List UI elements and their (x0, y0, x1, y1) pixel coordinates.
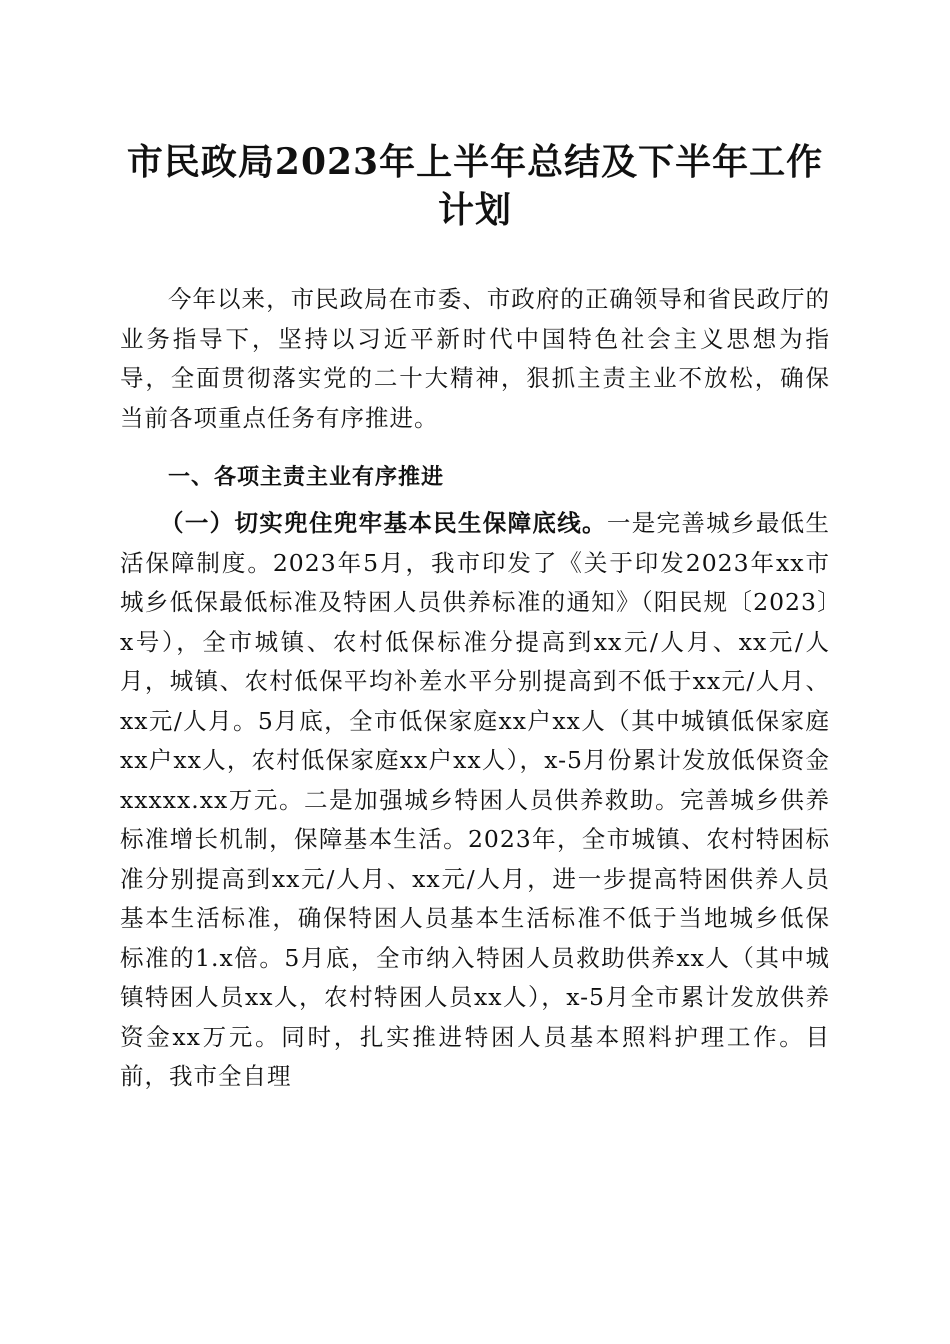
subsection-text: 一是完善城乡最低生活保障制度。2023年5月，我市印发了《关于印发2023年xx市城乡低保最低标准及特困人员供养标准的通知》（阳民规〔2023〕x号），全市城镇、农村低保标准分提高到xx元/人月、xx元/人月，城镇、农村低保平均补差水平分别提高到不低于xx元/人月、xx元/人月。5月底，全市低保家庭xx户xx人（其中城镇低保家庭xx户xx人，农村低保家庭xx户xx人），x-5月份累计发放低保资金xxxxx.xx万元。二是加强城乡特困人员供养救助。完善城乡供养标准增长机制，保障基本生活。2023年，全市城镇、农村特困标准分别提高到xx元/人月、xx元/人月，进一步提高特困供养人员基本生活标准，确保特困人员基本生活标准不低于当地城乡低保标准的1.x倍。5月底，全市纳入特困人员救助供养xx人（其中城镇特困人员xx人，农村特困人员xx人），x-5月全市累计发放供养资金xx万元。同时，扎实推进特困人员基本照料护理工作。目前，我市全自理 (120, 509, 831, 1090)
subsection-heading: （一）切实兜住兜牢基本民生保障底线。 (160, 509, 607, 537)
intro-paragraph: 今年以来，市民政局在市委、市政府的正确领导和省民政厅的业务指导下，坚持以习近平新时代中国特色社会主义思想为指导，全面贯彻落实党的二十大精神，狠抓主责主业不放松，确保当前各项重点任务有序推进。 (120, 285, 830, 432)
document-title: 市民政局2023年上半年总结及下半年工作计划 (126, 141, 824, 231)
section-heading: 一、各项主责主业有序推进 (168, 465, 445, 490)
body-paragraph (120, 504, 830, 1097)
